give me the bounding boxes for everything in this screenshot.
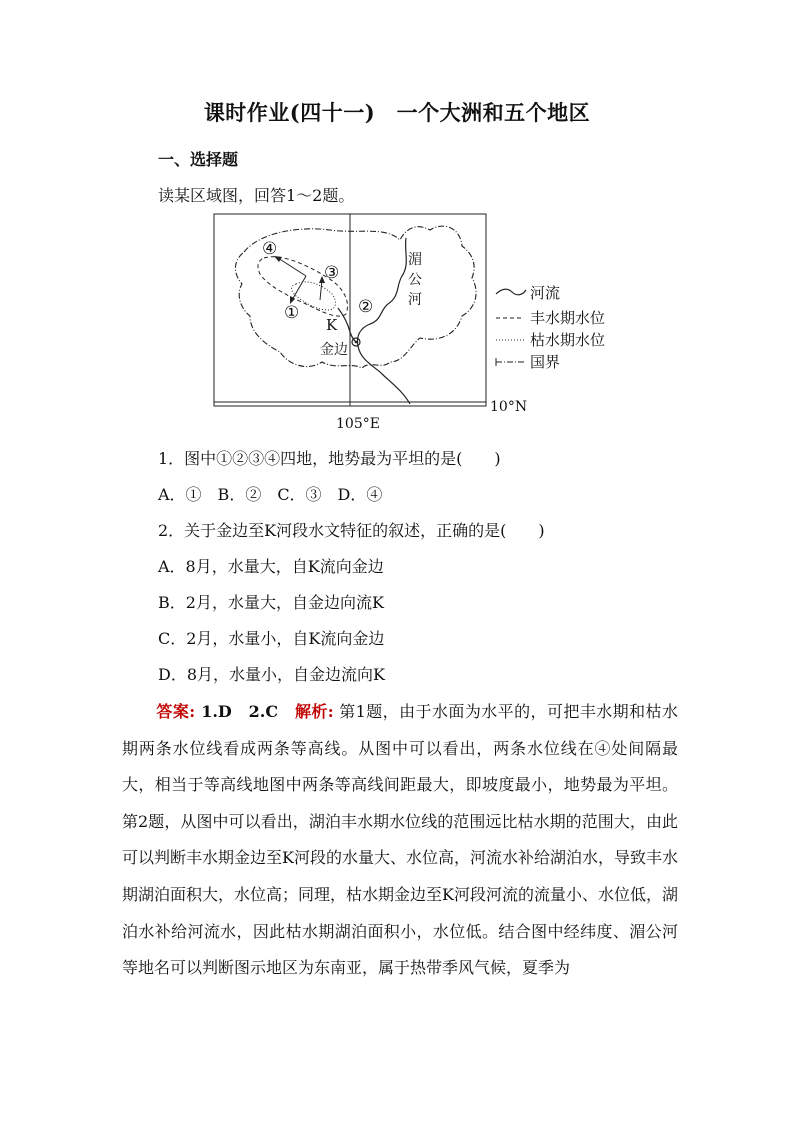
answer-value: 1.D 2.C <box>195 702 295 721</box>
answer-paragraph <box>122 694 678 987</box>
page-title: 课时作业(四十一) 一个大洲和五个地区 <box>203 100 591 125</box>
question-1-stem: 1．图中①②③④四地，地势最为平坦的是( ) <box>158 449 501 468</box>
label-p1: ① <box>284 303 300 323</box>
question-2-option-b: B．2月，水量大，自金边向流K <box>158 593 384 612</box>
label-p3: ③ <box>324 263 340 283</box>
question-2-option-c: C．2月，水量小，自K流向金边 <box>158 629 385 648</box>
label-lon: 105°E <box>336 416 380 432</box>
analysis-text: 第1题，由于水面为水平的，可把丰水期和枯水期两条水位线看成两条等高线。从图中可以看出，两条水位线在④处间隔最大，相当于等高线地图中两条等高线间距最大，即坡度最小，地势最为平坦。第2题，从图中可以看出，湖泊丰水期水位线的范围远比枯水期的范围大，由此可以判断丰水期金边至K河段的水量大、水位高，河流水补给湖泊水，导致丰水期湖泊面积大，水位高；同理，枯水期金边至K河段河流的流量小、水位低，湖泊水补给河流水，因此枯水期湖泊面积小，水位低。结合图中经纬度、湄公河等地名可以判断图示地区为东南亚，属于热带季风气候，夏季为 <box>122 702 678 978</box>
analysis-label: 解析: <box>294 702 334 721</box>
answer-label: 答案: <box>156 702 196 721</box>
section-heading: 一、选择题 <box>158 150 239 169</box>
question-2-stem: 2．关于金边至K河段水文特征的叙述，正确的是( ) <box>158 521 545 540</box>
label-river-3: 河 <box>408 292 422 308</box>
intro-text: 读某区域图，回答1～2题。 <box>158 186 355 205</box>
label-p2: ② <box>358 297 374 317</box>
label-river-1: 湄 <box>408 252 422 268</box>
legend-dashed-label: 丰水期水位 <box>530 309 606 327</box>
mekong-river <box>358 238 411 404</box>
question-2-option-a: A．8月，水量大，自K流向金边 <box>158 557 384 576</box>
region-map <box>210 212 630 434</box>
label-river-2: 公 <box>408 272 422 288</box>
question-1-options: A．① B．② C．③ D．④ <box>158 485 383 504</box>
label-jinbian: 金边 <box>320 342 348 358</box>
label-k: K <box>326 316 338 334</box>
legend-river-symbol <box>496 289 526 295</box>
legend-border-label: 国界 <box>530 353 561 371</box>
label-lat: 10°N <box>490 399 528 415</box>
question-2-option-d: D．8月，水量小，自金边流向K <box>158 665 385 684</box>
label-p4: ④ <box>262 239 278 259</box>
legend-river-label: 河流 <box>530 284 561 302</box>
legend-dotted-label: 枯水期水位 <box>530 331 606 349</box>
